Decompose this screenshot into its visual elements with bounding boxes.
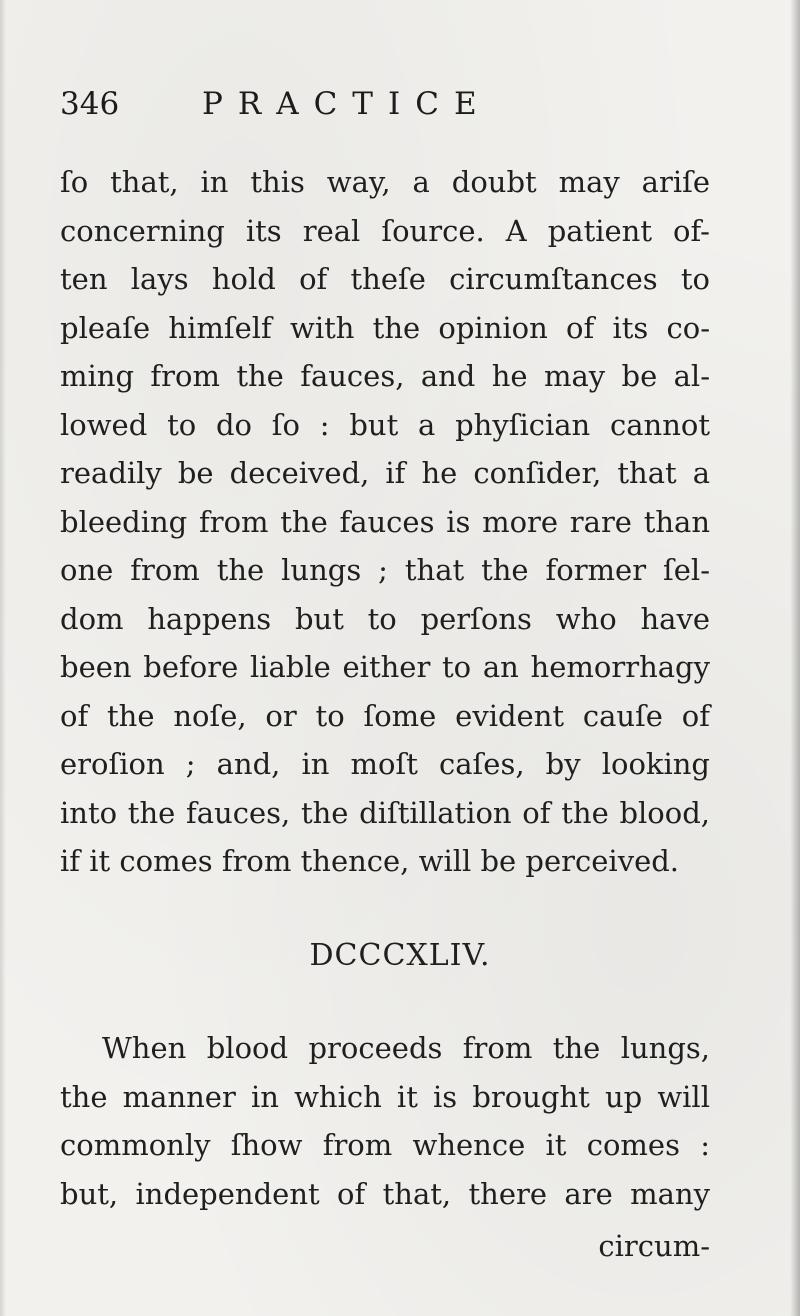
text-line: ten lays hold of theſe circumſtances to	[60, 262, 710, 296]
catchword: circum-	[598, 1229, 710, 1263]
text-line: commonly ſhow from whence it comes :	[60, 1128, 710, 1162]
text-line: one from the lungs ; that the former ſel-	[60, 553, 710, 587]
paragraph-continued	[60, 158, 710, 886]
page-header	[60, 86, 760, 132]
text-line: pleaſe himſelf with the opinion of its co-	[60, 310, 710, 345]
text-line: into the fauces, the diſtillation of the blood,	[60, 795, 710, 830]
text-line: readily be deceived, if he conſider, that a	[60, 456, 710, 490]
paragraph-new	[60, 1024, 710, 1218]
text-line: been before liable either to an hemorrhagy	[60, 650, 710, 684]
page-gutter-shadow	[0, 0, 6, 1316]
section-heading: DCCCXLIV.	[309, 938, 491, 973]
text-line: the manner in which it is brought up will	[60, 1079, 710, 1114]
text-line: of the noſe, or to ſome evident cauſe of	[60, 698, 710, 733]
text-line: ſo that, in this way, a doubt may ariſe	[60, 165, 710, 199]
page-number: 346	[60, 86, 120, 122]
running-head: PRACTICE	[202, 86, 492, 122]
text-line: bleeding from the fauces is more rare than	[60, 504, 710, 539]
text-line: When blood proceeds from the lungs,	[102, 1031, 710, 1065]
page-edge-shadow	[790, 0, 800, 1316]
text-line: if it comes from thence, will be perceived.	[60, 844, 680, 878]
text-line: but, independent of that, there are many	[60, 1176, 710, 1211]
text-line: eroſion ; and, in moſt caſes, by looking	[60, 747, 710, 781]
text-line: concerning its real ſource. A patient of-	[60, 213, 710, 248]
text-line: lowed to do ſo : but a phyſician cannot	[60, 407, 710, 442]
text-line: dom happens but to perſons who have	[60, 601, 710, 636]
text-line: ming from the fauces, and he may be al-	[60, 359, 710, 393]
